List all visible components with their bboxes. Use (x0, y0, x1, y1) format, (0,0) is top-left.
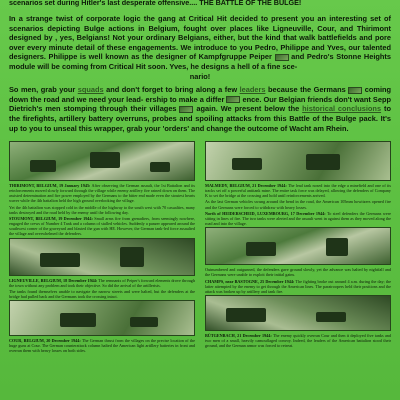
scenario-columns (9, 140, 391, 400)
photo-stoumont (9, 238, 195, 276)
entry: MALMEDY, BELGIUM, 21 December 1944: The lead tank nosed into the edge a minefield and one of its tracks set off a powerful antitank mine. The entire task force was delayed, allowing the defenders of Company K to set the bridge at the crossing and hold until reinforcements arrived. (205, 183, 391, 199)
intro2-a: So men, grab your (9, 85, 76, 95)
entry: Outnumbered and outgunned, the defenders gave ground slowly, yet the advance was halted by nightfall and the Germans were unable to exploit their initial gains. (205, 267, 391, 278)
right-column (205, 140, 391, 400)
intro2-d: coming down the road and we need your lead- (9, 85, 392, 104)
photo-malmedy (205, 141, 391, 181)
squads-link[interactable]: squads (77, 85, 104, 95)
intro2-h: to the firefights, artillery battery overruns, probes and spoiling attacks from this Battle of the Bulge pack. It's up to you to unseal this wrapper, grab your 'orders' and change the outcome of Wacht am Rhein. (9, 104, 391, 133)
historical-conclusions-link[interactable]: historical conclusions (302, 104, 382, 114)
entry: BÜTGENBACH, 21 December 1944: The enemy quickly overran Cour and then it deployed five tanks and two men of a small, heavily camouflaged convoy. Indeed, the leaders of the American battalion stood their ground, and the German armor was forced to retreat. (205, 333, 391, 349)
left-column (9, 140, 195, 400)
entry: THIRIMONT, BELGIUM, 19 January 1945: After observing the German assault, the 1st Battalion and its reinforcements moved slowly forward through the village while enemy artillery fire rained down on them. The assisted determination and fire power employed by the Germans to the bitter end made even the stoutest hearts waver while the 4th battalion held the high ground overlooking the village. (9, 183, 195, 204)
entry: CHAMPS, near BASTOGNE, 25 December 1944: The fighting broke out around 4 a.m. during the day; the latter attempted by the enemy to get through the American lines. The paratroopers held their positions and the attack was broken up by artillery and tank fire. (205, 278, 391, 294)
intro2-g: again. We present below the (196, 104, 300, 114)
entry: STOUMONT, BELGIUM, 19 December 1944: Small arms fire from grenadiers, from seemingly nowhere, engaged the crews of Number 4 Tank and a column of stalled vehicles. Suddenly a panzer appeared around the southwest corner of the graveyard and blasted the gun with HE. However, the German tank-led force assaulted the village and overwhelmed the defenders. (9, 215, 195, 237)
inline-unit-image (348, 87, 362, 94)
photo-thirimont (9, 141, 195, 181)
intro-paragraph (9, 14, 391, 81)
photo-ligneuville (9, 300, 195, 336)
leaders-link[interactable]: leaders (239, 85, 266, 95)
entry: LIGNEUVILLE, BELGIUM, 18 December 1944: The remnants of Peiper's forward elements drove through the town without any problem and took their objective. So did the arrival of the artillerists. (9, 277, 195, 288)
entry: Yet the 4th battalion was stopped cold in the middle of the highway to the south west with 70 casualties, many tanks destroyed and the road held by the enemy until the following day. (9, 204, 195, 215)
entry: As the last German vehicles swung around the bend in the road, the American 105mm howitzers opened fire and the Germans were forced to withdraw with heavy losses. (205, 199, 391, 210)
photo-heiderscheid (205, 227, 391, 265)
top-strip (9, 0, 391, 7)
inline-counter-image (226, 96, 240, 103)
entry: North of HEIDERSCHEID, LUXEMBOURG, 17 December 1944: To steel defenders the Germans were sitting in lines of fire. The two tanks were alerted and the assault went in against them as they moved along the road and into the village. (205, 210, 391, 227)
entry: COUR, BELGIUM, 20 December 1944: The German thrust from the villages on the precise location of the huge guns at Cour. The German counterattack column halted the American light artillery batteries in front and overran them with heavy losses on both sides. (9, 338, 195, 354)
intro2-c: because the Germans (268, 85, 346, 95)
intro-paragraph-2 (9, 85, 391, 133)
intro-text: In a strange twist of corporate logic the gang at Critical Hit decided to present you an interesting set of scenarios depicting Bulge actions in Belgium, fought over places like Ligneuville, Cour, and Thirimont designed by , yes, Belgians! Not your ordinary Belgians, either, but the kind that walk battlefields and pore over every minute detail of these engagements. We introduce to you Pedro, Philippe and Yves, our talented designers. Philippe is well known as the designer of Kampfgruppe Peiper (9, 14, 391, 62)
intro2-e: ership to make a differ (145, 94, 225, 104)
intro2-f: ence. Our Belgian friends don't want Sepp Dietrich's men stomping through their villages (9, 94, 391, 114)
intro2-b: and don't forget to bring along a few (106, 85, 238, 95)
intro-text-c: nario! (189, 71, 211, 81)
intro-text-b: and Pedro's Stonne Heights module will be coming from Critical Hit soon. Yves, he designs a hell of a fine sce- (9, 52, 392, 71)
photo-champs (205, 295, 391, 331)
inline-tank-image (275, 54, 289, 61)
top-strip-text: scenarios set during Hitler's last desperate offensive.... THE BATTLE OF THE BULGE! (9, 0, 302, 7)
entry: The tanks found themselves unable to navigate the narrow streets and were halted, but the defenders at the bridge had pulled back and the Germans took the crossing intact. (9, 288, 195, 299)
inline-village-image (179, 106, 193, 113)
